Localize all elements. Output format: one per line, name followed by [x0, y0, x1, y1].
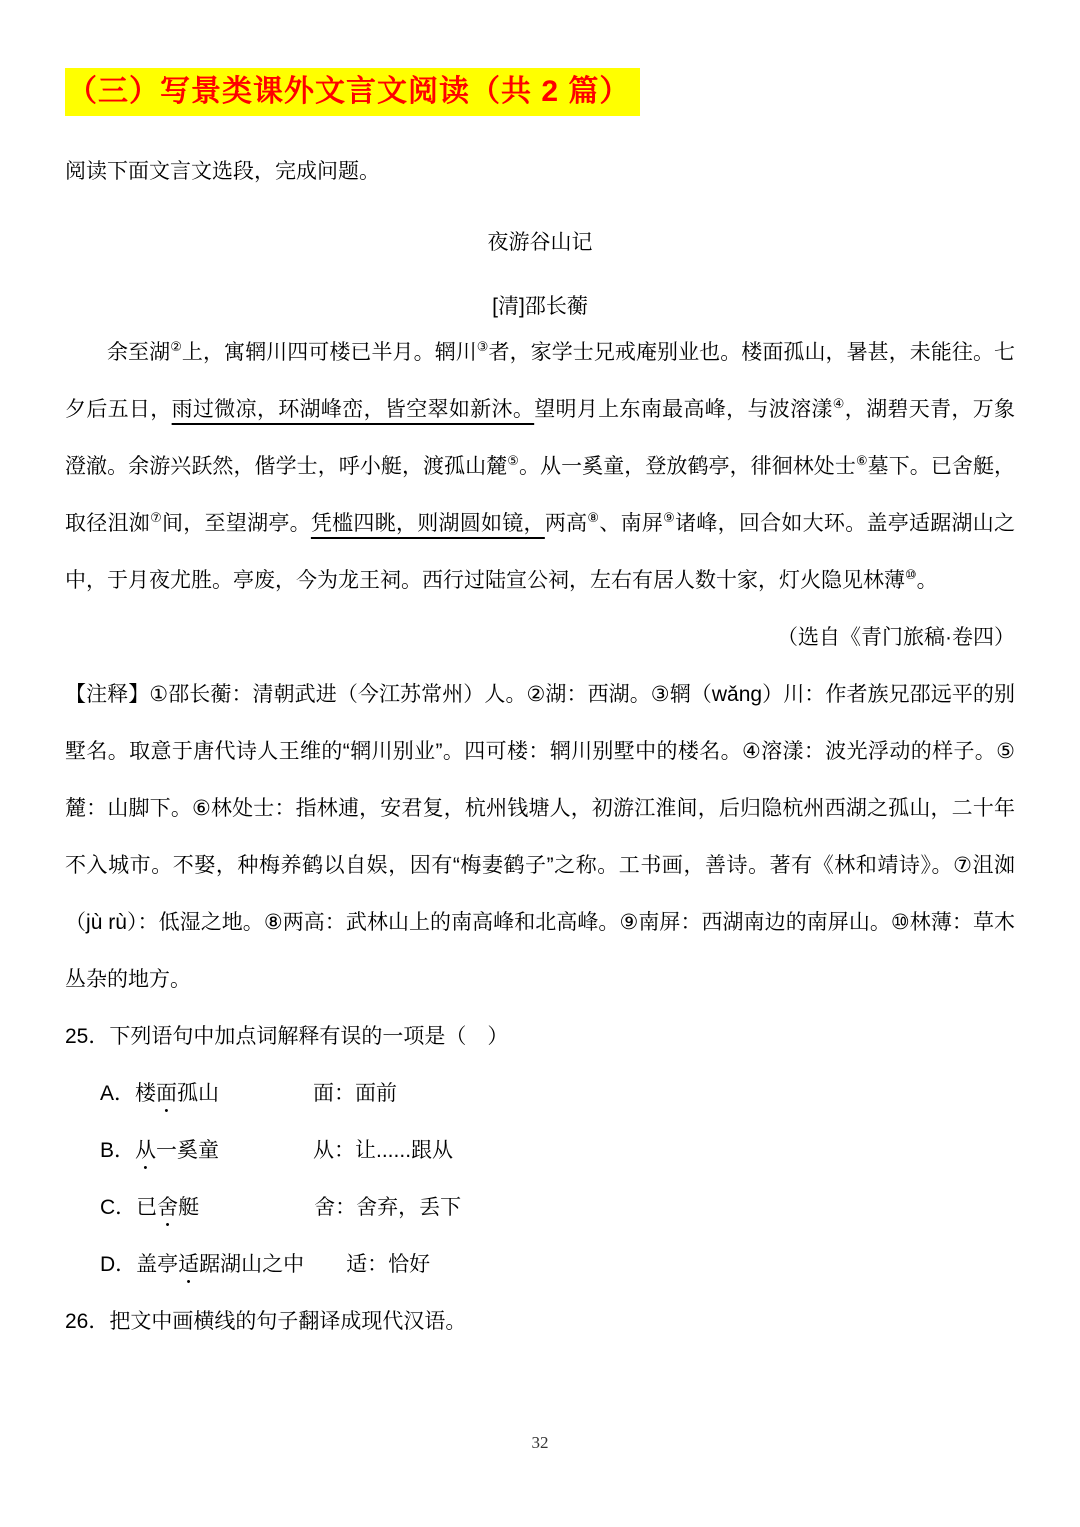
question-25-option-d	[100, 1236, 1015, 1293]
question-25-stem: 25．下列语句中加点词解释有误的一项是（ ）	[65, 1025, 509, 1048]
article-title: 夜游谷山记	[487, 231, 593, 254]
option-a-gloss: 面：面前	[313, 1082, 398, 1105]
source-attribution: （选自《青门旅稿·卷四）	[777, 626, 1015, 649]
option-c-phrase: 已舍艇	[136, 1196, 200, 1219]
question-25-option-b	[100, 1122, 1015, 1179]
article-author: [清]邵长蘅	[492, 295, 588, 318]
intro-text: 阅读下面文言文选段，完成问题。	[65, 160, 380, 183]
option-b-gloss: 从：让......跟从	[313, 1139, 454, 1162]
option-b-phrase: 从一奚童	[135, 1139, 220, 1162]
section-title-wrap	[65, 68, 1015, 116]
option-c-label: C．	[100, 1196, 137, 1219]
question-25-option-c	[100, 1179, 1015, 1236]
option-b-label: B．	[100, 1139, 136, 1162]
option-a-phrase: 楼面孤山	[135, 1082, 220, 1105]
option-a-label: A．	[100, 1082, 136, 1105]
option-d-label: D．	[100, 1253, 137, 1276]
option-d-gloss: 适：恰好	[346, 1253, 431, 1276]
section-title: （三）写景类课外文言文阅读（共 2 篇）	[65, 68, 640, 116]
article-body: 余至湖②上，寓辋川四可楼已半月。辋川③者，家学士兄戒庵别业也。楼面孤山，暑甚，未能往。七夕后五日，雨过微凉，环湖峰峦，皆空翠如新沐。望明月上东南最高峰，与波溶漾④，湖碧天青，万象澄澈。余游兴跃然，偕学士，呼小艇，渡孤山麓⑤。从一奚童，登放鹤亭，徘徊林处士⑥墓下。已舍艇，取径沮洳⑦间，至望湖亭。凭槛四眺，则湖圆如镜，两高⑧、南屏⑨诸峰，回合如大环。盖亭适踞湖山之中，于月夜尤胜。亭废，今为龙王祠。西行过陆宣公祠，左右有居人数十家，灯火隐见林薄⑩。	[65, 339, 1016, 592]
option-d-phrase: 盖亭适踞湖山之中	[136, 1253, 305, 1276]
option-c-gloss: 舍：舍弃，丢下	[314, 1196, 462, 1219]
question-25-option-a	[100, 1065, 1015, 1122]
page-number: 32	[531, 1433, 549, 1452]
question-26-stem: 26．把文中画横线的句子翻译成现代汉语。	[65, 1310, 467, 1333]
notes-text: 【注释】①邵长蘅：清朝武进（今江苏常州）人。②湖：西湖。③辋（wǎng）川：作者族兄邵远平的别墅名。取意于唐代诗人王维的“辋川别业”。四可楼：辋川别墅中的楼名。④溶漾：波光浮动的样子。⑤麓：山脚下。⑥林处士：指林逋，安君复，杭州钱塘人，初游江淮间，后归隐杭州西湖之孤山，二十年不入城市。不娶，种梅养鹤以自娱，因有“梅妻鹤子”之称。工书画，善诗。著有《林和靖诗》。⑦沮洳（jù rù）：低湿之地。⑧两高：武林山上的南高峰和北高峰。⑨南屏：西湖南边的南屏山。⑩林薄：草木丛杂的地方。	[65, 683, 1015, 991]
